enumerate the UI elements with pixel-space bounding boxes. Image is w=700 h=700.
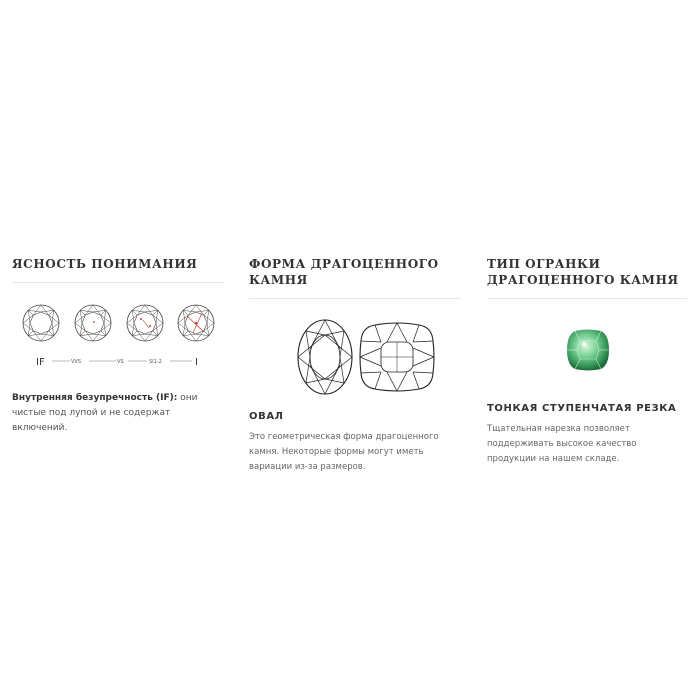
shape-section [249,256,461,475]
clarity-label-i: I [195,357,198,367]
clarity-description-strong: Внутренняя безупречность (IF): [12,393,178,403]
green-gemstone-icon [565,327,611,373]
clarity-label-vvs: VVS [71,359,82,365]
cut-subtitle: ТОНКАЯ СТУПЕНЧАТАЯ РЕЗКА [487,403,677,414]
diamond-if-icon [23,305,59,341]
clarity-heading: ЯСНОСТЬ ПОНИМАНИЯ [12,257,198,271]
diamond-vs-icon [127,305,163,341]
diamond-vvs-icon [75,305,111,341]
oval-shape-icon [298,320,352,394]
cut-divider [487,298,687,299]
clarity-description-text: они чистые под лупой и не содержат включений. [12,393,198,433]
clarity-label-si: SI1-2 [149,359,162,365]
clarity-section [12,256,224,436]
shape-divider [249,298,461,299]
shape-description: Это геометрическая форма драгоценного камня. Некоторые формы могут иметь вариации из-за размеров. [249,432,439,472]
shape-diagram [249,313,461,399]
clarity-label-if: IF [36,357,45,367]
cut-section [487,256,687,467]
clarity-divider [12,282,224,283]
cut-heading: ТИП ОГРАНКИ ДРАГОЦЕННОГО КАМНЯ [487,257,679,287]
cushion-shape-icon [360,323,434,391]
clarity-scale-diagram [12,297,224,367]
shape-heading: ФОРМА ДРАГОЦЕННОГО КАМНЯ [249,257,439,287]
cut-description: Тщательная нарезка позволяет поддерживать высокое качество продукции на нашем складе. [487,424,637,464]
diamond-i-icon [178,305,214,341]
clarity-label-vs: VS [117,359,124,365]
clarity-description [12,391,224,436]
shape-subtitle: ОВАЛ [249,411,284,422]
